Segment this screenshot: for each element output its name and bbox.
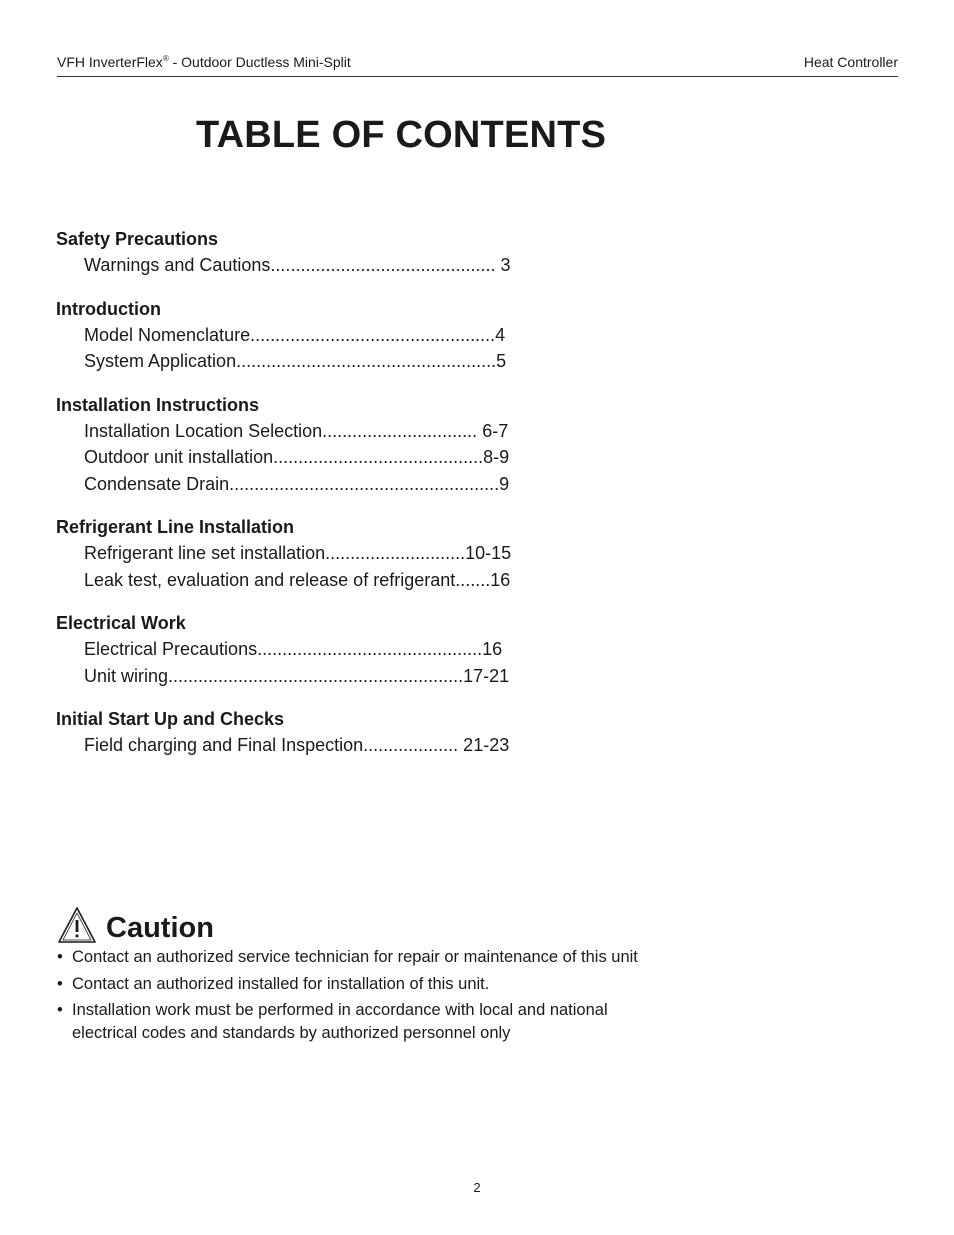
caution-item-text: Contact an authorized installed for installation of this unit.	[72, 974, 490, 993]
toc-entry: Warnings and Cautions............................................. 3	[84, 255, 511, 275]
toc-entry: Electrical Precautions.............................................16	[84, 639, 503, 659]
toc-section	[56, 514, 576, 593]
caution-item-text: Contact an authorized service technician for repair or maintenance of this unit	[72, 948, 638, 966]
caution-header	[57, 900, 677, 944]
page-title: TABLE OF CONTENTS	[196, 114, 607, 156]
bullet-icon: •	[57, 948, 63, 966]
warning-triangle-icon	[57, 906, 97, 944]
header-product	[57, 54, 351, 70]
toc-section	[56, 226, 576, 279]
toc-entry: Field charging and Final Inspection................... 21-23	[84, 735, 510, 755]
toc-entry: Leak test, evaluation and release of refrigerant.......16	[84, 569, 511, 590]
toc-section-title: Refrigerant Line Installation	[56, 517, 295, 537]
caution-item-text: Installation work must be performed in accordance with local and national electrical codes and standards by authorized personnel only	[72, 1001, 608, 1042]
toc-section-title: Introduction	[56, 298, 161, 319]
bullet-icon: •	[57, 1001, 63, 1019]
toc-entry: Model Nomenclature.................................................4	[84, 324, 506, 345]
caution-item	[57, 973, 677, 996]
page-number: 2	[473, 1180, 481, 1195]
header-company: Heat Controller	[803, 54, 898, 70]
caution-box	[57, 900, 677, 1048]
bullet-icon: •	[57, 974, 63, 993]
toc-entry: Unit wiring...........................................................17-21	[84, 665, 510, 686]
toc-section-title: Initial Start Up and Checks	[56, 709, 285, 729]
table-of-contents	[56, 226, 576, 776]
toc-section	[56, 610, 576, 689]
header-product-desc: - Outdoor Ductless Mini-Split	[168, 54, 351, 70]
toc-entry: Installation Location Selection............................... 6-7	[84, 420, 509, 441]
toc-entry: Outdoor unit installation..........................................8-9	[84, 447, 510, 467]
toc-section	[56, 296, 576, 375]
toc-section	[56, 392, 576, 498]
caution-title: Caution	[106, 912, 214, 944]
caution-list	[57, 946, 677, 1044]
toc-section-title: Electrical Work	[56, 613, 186, 633]
caution-item	[57, 999, 677, 1044]
registered-mark: ®	[162, 54, 169, 63]
toc-entry: System Application....................................................5	[84, 351, 507, 371]
toc-section	[56, 706, 576, 759]
toc-section-title: Safety Precautions	[56, 229, 219, 249]
toc-entry: Refrigerant line set installation............................10-15	[84, 543, 512, 563]
toc-entry: Condensate Drain......................................................9	[84, 473, 510, 494]
toc-section-title: Installation Instructions	[56, 394, 260, 415]
header-brand: VFH InverterFlex	[57, 54, 163, 70]
page-header	[57, 52, 898, 77]
caution-item	[57, 946, 677, 969]
